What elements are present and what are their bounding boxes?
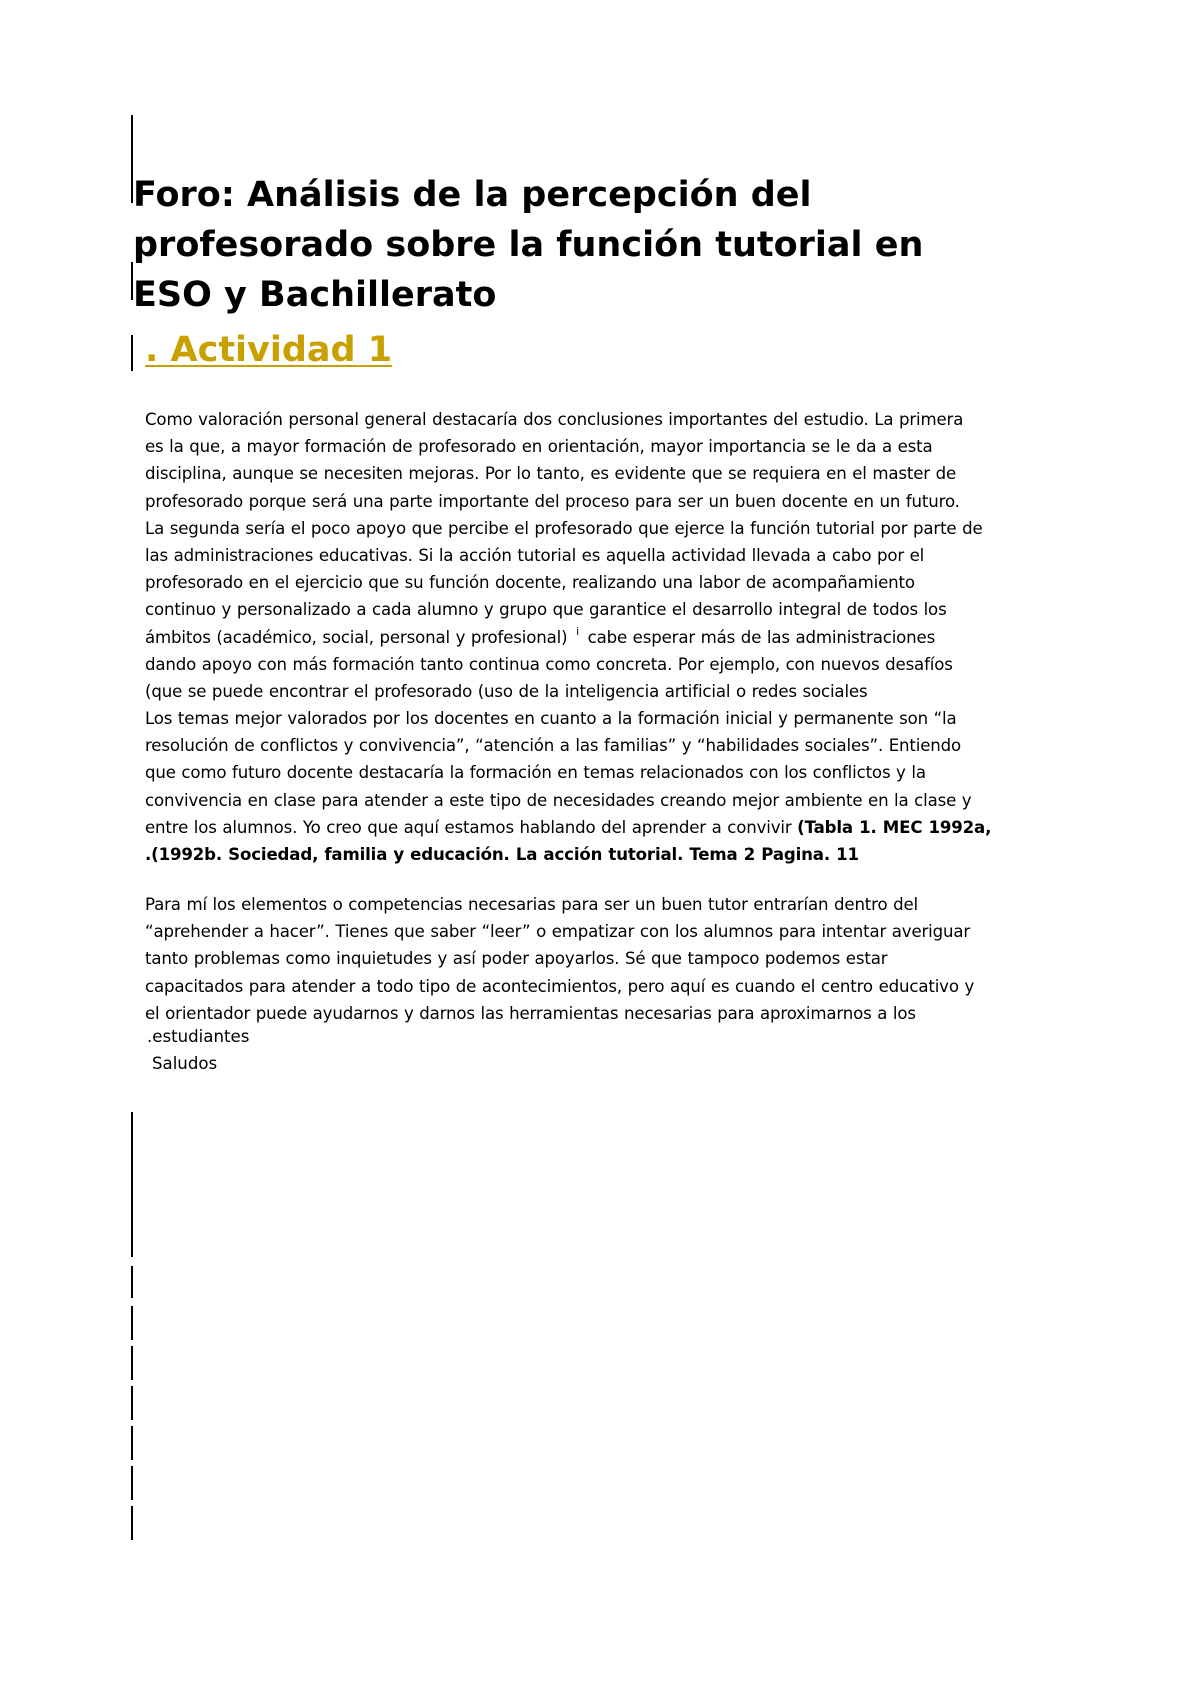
paragraph-2 [145, 891, 1065, 1027]
margin-bar [131, 1346, 133, 1380]
text-line: capacitados para atender a todo tipo de acontecimientos, pero aquí es cuando el centro educativo y [145, 976, 975, 996]
margin-bar [131, 1266, 133, 1298]
closing-line: .estudiantes [147, 1027, 250, 1046]
line-segment: entre los alumnos. Yo creo que aquí estamos hablando del aprender a convivir [145, 817, 792, 837]
text-line: Como valoración personal general destacaría dos conclusiones importantes del estudio. La primera [145, 410, 964, 429]
document-title [133, 170, 1093, 320]
text-line: tanto problemas como inquietudes y así poder apoyarlos. Sé que tampoco podemos estar [145, 949, 888, 969]
margin-bar [131, 1112, 133, 1257]
title-line: Foro: Análisis de la percepción del [133, 175, 812, 215]
text-line: (que se puede encontrar el profesorado (uso de la inteligencia artificial o redes sociales [145, 681, 868, 701]
signoff: Saludos [152, 1054, 218, 1074]
margin-bar [131, 1386, 133, 1420]
title-line: ESO y Bachillerato [133, 275, 497, 315]
text-line: dando apoyo con más formación tanto continua como concreta. Por ejemplo, con nuevos desafíos [145, 654, 953, 674]
text-line: convivencia en clase para atender a este tipo de necesidades creando mejor ambiente en la clase y [145, 790, 972, 810]
text-line [145, 814, 1065, 841]
margin-bar [131, 1506, 133, 1540]
text-line: resolución de conflictos y convivencia”, “atención a las familias” y “habilidades sociales”. Entiendo [145, 736, 962, 756]
text-line: “aprehender a hacer”. Tienes que saber “leer” o empatizar con los alumnos para intentar averiguar [145, 922, 971, 942]
closing [145, 1023, 249, 1077]
text-line: que como futuro docente destacaría la formación en temas relacionados con los conflictos y la [145, 763, 926, 783]
activity-heading: . Actividad 1 [145, 330, 393, 370]
text-line: el orientador puede ayudarnos y darnos las herramientas necesarias para aproximarnos a los [145, 1003, 916, 1023]
text-line: Para mí los elementos o competencias necesarias para ser un buen tutor entrarían dentro del [145, 895, 919, 914]
margin-bar [131, 1426, 133, 1460]
line-segment: ámbitos (académico, social, personal y profesional) [145, 627, 568, 647]
text-line: disciplina, aunque se necesiten mejoras. Por lo tanto, es evidente que se requiera en el master de [145, 464, 957, 484]
endnote-marker[interactable]: i [576, 624, 579, 638]
title-line: profesorado sobre la función tutorial en [133, 225, 924, 265]
text-line: Los temas mejor valorados por los docentes en cuanto a la formación inicial y permanente son “la [145, 709, 957, 729]
text-line: continuo y personalizado a cada alumno y grupo que garantice el desarrollo integral de todos los [145, 600, 947, 620]
paragraph-1 [145, 406, 1065, 868]
citation: (Tabla 1. MEC 1992a, [797, 817, 992, 837]
text-line: La segunda sería el poco apoyo que percibe el profesorado que ejerce la función tutorial por parte de [145, 518, 983, 538]
text-line: las administraciones educativas. Si la acción tutorial es aquella actividad llevada a cabo por el [145, 545, 925, 565]
line-segment: cabe esperar más de las administraciones [587, 627, 936, 647]
text-line: profesorado en el ejercicio que su función docente, realizando una labor de acompañamiento [145, 573, 915, 593]
margin-bar [131, 1466, 133, 1500]
text-line: profesorado porque será una parte importante del proceso para ser un buen docente en un futuro. [145, 491, 960, 511]
text-line [145, 841, 1065, 868]
text-line: es la que, a mayor formación de profesorado en orientación, mayor importancia se le da a esta [145, 437, 933, 457]
citation: .(1992b. Sociedad, familia y educación. La acción tutorial. Tema 2 Pagina. 11 [145, 845, 859, 864]
margin-bar [131, 335, 133, 371]
margin-bar [131, 1306, 133, 1340]
text-line [145, 624, 1065, 651]
